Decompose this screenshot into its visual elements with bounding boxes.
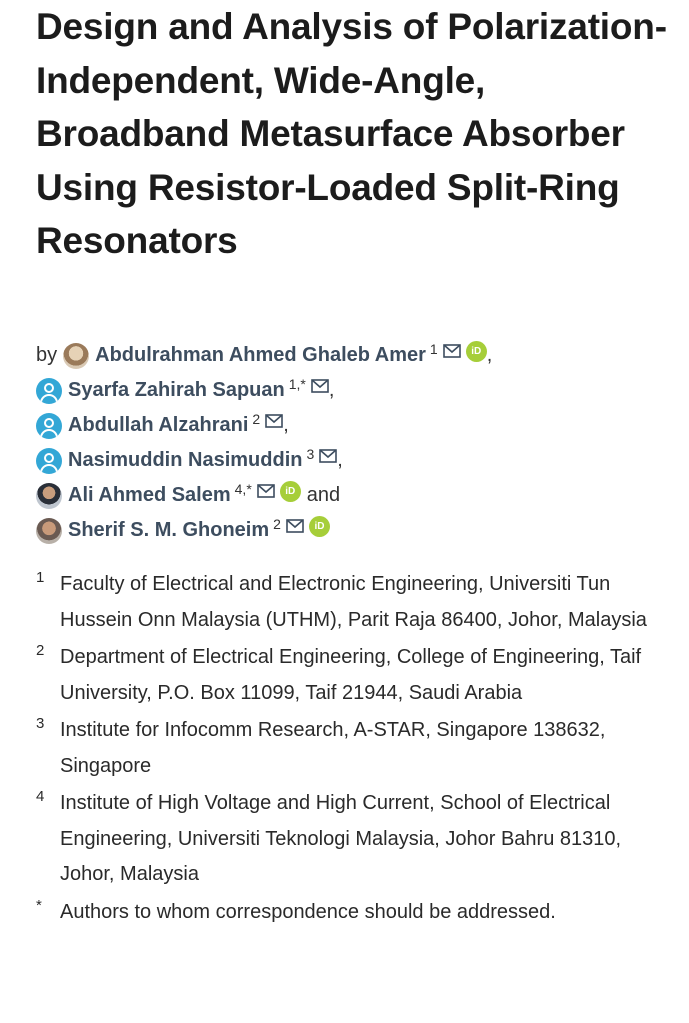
affiliation-item (36, 895, 676, 931)
mail-icon[interactable] (286, 519, 304, 533)
mail-icon[interactable] (319, 449, 337, 463)
affiliation-text: Faculty of Electrical and Electronic Engineering, Universiti Tun Hussein Onn Malaysia (UTHM), Parit Raja 86400, Johor, Malaysia (60, 573, 647, 631)
author-name[interactable]: Nasimuddin Nasimuddin (68, 449, 303, 471)
author-name[interactable]: Abdullah Alzahrani (68, 414, 249, 436)
author-affiliation-sup: 2 (273, 515, 281, 532)
author-affiliation-sup: 1 (429, 340, 438, 357)
mail-icon[interactable] (443, 344, 461, 358)
author-name[interactable]: Syarfa Zahirah Sapuan (68, 379, 285, 401)
author-name[interactable]: Sherif S. M. Ghoneim (68, 519, 270, 541)
author-separator: , (283, 414, 289, 436)
mail-icon[interactable] (257, 484, 275, 498)
mail-icon[interactable] (311, 379, 329, 393)
affiliation-number: 2 (36, 642, 45, 659)
author-row (36, 443, 676, 478)
author-name[interactable]: Ali Ahmed Salem (68, 484, 231, 506)
author-row (36, 373, 676, 408)
affiliation-number: 1 (36, 569, 45, 586)
affiliation-item (36, 567, 676, 638)
correspondence-note: Authors to whom correspondence should be addressed. (60, 900, 556, 923)
author-separator: , (328, 379, 335, 401)
affiliation-text: Institute of High Voltage and High Current, School of Electrical Engineering, Universiti Teknologi Malaysia, Johor Bahru 81310, Johor, Malaysia (60, 792, 622, 885)
affiliation-number: 3 (36, 715, 45, 732)
affiliation-text: Department of Electrical Engineering, College of Engineering, Taif University, P.O. Box 11099, Taif 21944, Saudi Arabia (60, 646, 642, 704)
author-separator: , (486, 344, 493, 366)
author-affiliation-sup: 2 (252, 410, 261, 427)
affiliation-list (36, 567, 676, 932)
author-row (36, 478, 676, 513)
user-icon (36, 413, 62, 439)
author-avatar (36, 518, 62, 544)
affiliation-number: 4 (36, 788, 45, 805)
user-icon (36, 378, 62, 404)
affiliation-item (36, 713, 676, 784)
user-icon (36, 448, 62, 474)
mail-icon[interactable] (265, 414, 283, 428)
affiliation-text: Institute for Infocomm Research, A-STAR, Singapore 138632, Singapore (60, 719, 606, 777)
author-row (36, 513, 676, 548)
author-row (36, 408, 676, 443)
author-row (36, 338, 676, 373)
paper-title: Design and Analysis of Polarization-Independent, Wide-Angle, Broadband Metasurface Absorber Using Resistor-Loaded Split-Ring Resonators (36, 6, 667, 261)
and-label: and (306, 484, 341, 506)
orcid-icon[interactable]: iD (280, 481, 301, 502)
author-name[interactable]: Abdulrahman Ahmed Ghaleb Amer (95, 344, 426, 366)
author-affiliation-sup: 4,* (234, 480, 252, 497)
author-affiliation-sup: 3 (306, 445, 315, 462)
author-avatar (63, 343, 89, 369)
orcid-icon[interactable]: iD (466, 341, 487, 362)
author-affiliation-sup: 1,* (288, 375, 306, 392)
by-label: by (36, 344, 58, 366)
affiliation-item (36, 786, 676, 893)
affiliation-number: * (36, 896, 42, 914)
author-list (36, 338, 676, 548)
author-avatar (36, 483, 62, 509)
orcid-icon[interactable]: iD (309, 516, 330, 537)
author-separator: , (337, 449, 343, 471)
affiliation-item (36, 640, 676, 711)
